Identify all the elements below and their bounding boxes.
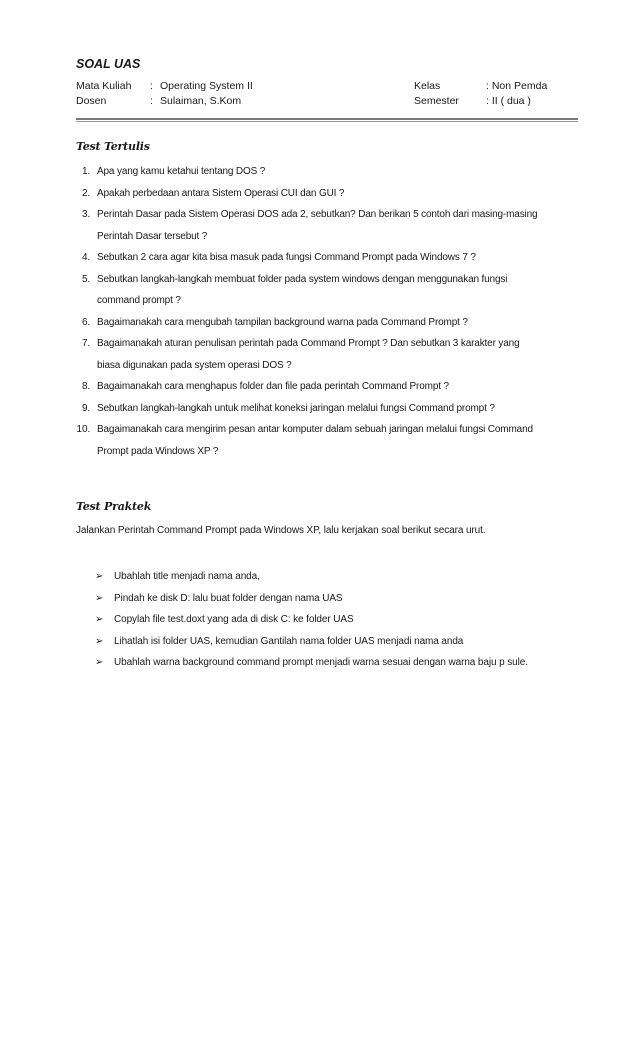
practical-task-item xyxy=(95,652,595,674)
question-text-line: Apa yang kamu ketahui tentang DOS ? xyxy=(97,166,266,177)
written-test-question-list xyxy=(76,161,586,462)
practical-task-item xyxy=(95,566,595,588)
question-number: 4. xyxy=(81,252,90,263)
dosen-separator: : xyxy=(150,95,153,107)
question-item xyxy=(76,161,586,183)
question-number: 7. xyxy=(81,338,90,349)
question-item xyxy=(76,312,586,334)
question-text-line: biasa digunakan pada system operasi DOS ? xyxy=(97,359,292,371)
question-item xyxy=(76,204,586,247)
question-text-line: command prompt ? xyxy=(97,295,181,306)
mata-kuliah-separator: : xyxy=(150,80,153,92)
question-item xyxy=(76,183,586,205)
question-number: 3. xyxy=(81,209,90,220)
question-item xyxy=(76,376,586,398)
arrow-bullet-icon: ➢ xyxy=(95,592,104,604)
arrow-bullet-icon: ➢ xyxy=(95,657,104,668)
question-text-line: Bagaimanakah cara menghapus folder dan file pada perintah Command Prompt ? xyxy=(97,381,449,392)
practical-task-text: Lihatlah isi folder UAS, kemudian Gantilah nama folder UAS menjadi nama anda xyxy=(114,635,464,647)
question-text-line: Sebutkan langkah-langkah untuk melihat koneksi jaringan melalui fungsi Command prompt ? xyxy=(97,402,495,414)
question-item xyxy=(76,247,586,269)
practical-task-list xyxy=(95,566,595,674)
practical-task-text: Ubahlah title menjadi nama anda, xyxy=(114,571,260,582)
practical-task-item xyxy=(95,631,595,653)
question-item xyxy=(76,333,586,376)
question-item xyxy=(76,269,586,312)
question-text-line: Bagaimanakah cara mengubah tampilan background warna pada Command Prompt ? xyxy=(97,316,468,328)
question-text-line: Perintah Dasar pada Sistem Operasi DOS ada 2, sebutkan? Dan berikan 5 contoh dari masing-masing xyxy=(97,209,538,220)
practical-task-text: Pindah ke disk D: lalu buat folder dengan nama UAS xyxy=(114,592,343,604)
question-text-line: Sebutkan 2 cara agar kita bisa masuk pada fungsi Command Prompt pada Windows 7 ? xyxy=(97,252,476,263)
document-title: SOAL UAS xyxy=(76,57,141,71)
practical-task-item xyxy=(95,588,595,610)
practical-test-heading: Test Praktek xyxy=(76,500,152,513)
question-number: 2. xyxy=(81,187,90,199)
question-number: 6. xyxy=(81,316,90,328)
question-item xyxy=(76,419,586,462)
question-text-line: Prompt pada Windows XP ? xyxy=(97,445,219,457)
question-number: 8. xyxy=(81,381,90,392)
question-number: 9. xyxy=(81,402,90,414)
practical-task-item xyxy=(95,609,595,631)
kelas-value: : Non Pemda xyxy=(486,80,548,92)
arrow-bullet-icon: ➢ xyxy=(95,571,104,582)
written-test-heading: Test Tertulis xyxy=(76,140,150,153)
header-divider-thick xyxy=(76,118,578,120)
mata-kuliah-value: Operating System II xyxy=(160,80,253,92)
semester-label: Semester xyxy=(414,95,459,107)
question-text-line: Sebutkan langkah-langkah membuat folder pada system windows dengan menggunakan fungsi xyxy=(97,273,508,285)
practical-task-text: Copylah file test.doxt yang ada di disk C: ke folder UAS xyxy=(114,614,354,625)
question-number: 10. xyxy=(76,424,90,435)
question-number: 1. xyxy=(81,166,90,177)
dosen-label: Dosen xyxy=(76,95,107,107)
dosen-value: Sulaiman, S.Kom xyxy=(160,95,242,107)
arrow-bullet-icon: ➢ xyxy=(95,614,104,625)
question-number: 5. xyxy=(81,273,90,285)
practical-test-instruction: Jalankan Perintah Command Prompt pada Windows XP, lalu kerjakan soal berikut secara urut. xyxy=(76,525,486,536)
header-divider-thin xyxy=(76,121,578,122)
practical-task-text: Ubahlah warna background command prompt menjadi warna sesuai dengan warna baju p sule. xyxy=(114,657,528,668)
semester-value: : II ( dua ) xyxy=(486,95,531,107)
question-text-line: Perintah Dasar tersebut ? xyxy=(97,230,208,242)
mata-kuliah-label: Mata Kuliah xyxy=(76,80,132,92)
question-item xyxy=(76,398,586,420)
question-text-line: Bagaimanakah aturan penulisan perintah pada Command Prompt ? Dan sebutkan 3 karakter yang xyxy=(97,338,520,349)
kelas-label: Kelas xyxy=(414,80,441,92)
arrow-bullet-icon: ➢ xyxy=(95,635,104,647)
question-text-line: Apakah perbedaan antara Sistem Operasi CUI dan GUI ? xyxy=(97,187,345,199)
question-text-line: Bagaimanakah cara mengirim pesan antar komputer dalam sebuah jaringan melalui fungsi Command xyxy=(97,424,533,435)
